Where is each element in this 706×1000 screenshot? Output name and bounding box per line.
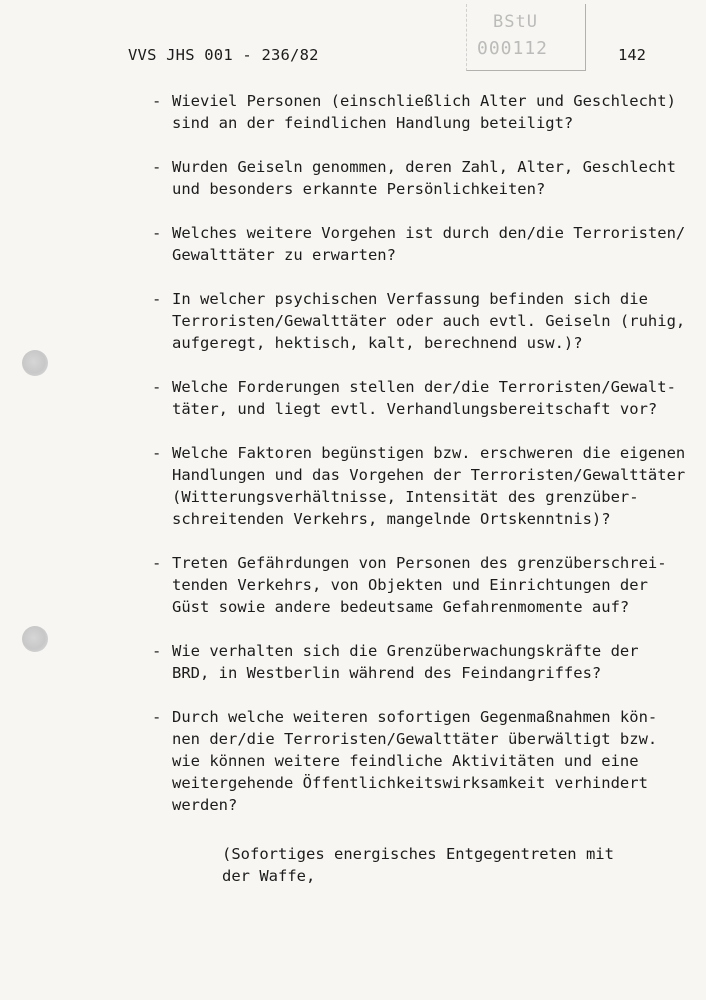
stamp-text-number: 000112 — [477, 38, 549, 59]
question-line: werden? — [172, 796, 238, 814]
question-line: sind an der feindlichen Handlung beteiligt? — [172, 114, 574, 132]
question-line: und besonders erkannte Persönlichkeiten? — [172, 180, 546, 198]
question-item — [152, 640, 692, 684]
question-item — [152, 706, 692, 816]
question-line: Wieviel Personen (einschließlich Alter und Geschlecht) — [172, 92, 676, 110]
question-item — [152, 376, 692, 420]
question-item — [152, 156, 692, 200]
question-line: Güst sowie andere bedeutsame Gefahrenmomente auf? — [172, 598, 630, 616]
punch-hole-upper — [22, 350, 48, 376]
question-line: täter, und liegt evtl. Verhandlungsbereitschaft vor? — [172, 400, 658, 418]
question-line: Wurden Geiseln genommen, deren Zahl, Alter, Geschlecht — [172, 158, 676, 176]
question-line: Treten Gefährdungen von Personen des grenzüberschrei- — [172, 554, 667, 572]
list-dash: - — [152, 554, 162, 572]
question-line: Durch welche weiteren sofortigen Gegenmaßnahmen kön- — [172, 708, 658, 726]
question-line: Welche Forderungen stellen der/die Terroristen/Gewalt- — [172, 378, 676, 396]
question-line: tenden Verkehrs, von Objekten und Einrichtungen der — [172, 576, 648, 594]
question-item — [152, 288, 692, 354]
question-item — [152, 442, 692, 530]
page-number: 142 — [618, 46, 646, 64]
question-line: Handlungen und das Vorgehen der Terroristen/Gewalttäter — [172, 466, 686, 484]
question-item — [152, 222, 692, 266]
closing-line: (Sofortiges energisches Entgegentreten mit — [222, 845, 614, 863]
punch-hole-lower — [22, 626, 48, 652]
document-reference: VVS JHS 001 - 236/82 — [128, 46, 319, 64]
list-dash: - — [152, 378, 162, 396]
question-line: Welches weitere Vorgehen ist durch den/die Terroristen/ — [172, 224, 686, 242]
question-line: In welcher psychischen Verfassung befinden sich die — [172, 290, 648, 308]
closing-line: der Waffe, — [222, 867, 316, 885]
list-dash: - — [152, 444, 162, 462]
question-line: wie können weitere feindliche Aktivitäten und eine — [172, 752, 639, 770]
question-item — [152, 552, 692, 618]
question-item — [152, 90, 692, 134]
question-line: Welche Faktoren begünstigen bzw. erschweren die eigenen — [172, 444, 686, 462]
question-line: weitergehende Öffentlichkeitswirksamkeit verhindert — [172, 774, 648, 792]
list-dash: - — [152, 642, 162, 660]
archive-stamp — [466, 4, 586, 71]
question-line: BRD, in Westberlin während des Feindangriffes? — [172, 664, 602, 682]
list-dash: - — [152, 158, 162, 176]
list-dash: - — [152, 290, 162, 308]
closing-remark — [222, 843, 614, 887]
list-dash: - — [152, 708, 162, 726]
list-dash: - — [152, 224, 162, 242]
question-list — [152, 90, 692, 838]
stamp-text-archive: BStU — [493, 12, 538, 32]
question-line: schreitenden Verkehrs, mangelnde Ortskenntnis)? — [172, 510, 611, 528]
question-line: (Witterungsverhältnisse, Intensität des grenzüber- — [172, 488, 639, 506]
question-line: aufgeregt, hektisch, kalt, berechnend usw.)? — [172, 334, 583, 352]
list-dash: - — [152, 92, 162, 110]
question-line: Wie verhalten sich die Grenzüberwachungskräfte der — [172, 642, 639, 660]
question-line: Terroristen/Gewalttäter oder auch evtl. Geiseln (ruhig, — [172, 312, 686, 330]
question-line: nen der/die Terroristen/Gewalttäter überwältigt bzw. — [172, 730, 658, 748]
question-line: Gewalttäter zu erwarten? — [172, 246, 396, 264]
